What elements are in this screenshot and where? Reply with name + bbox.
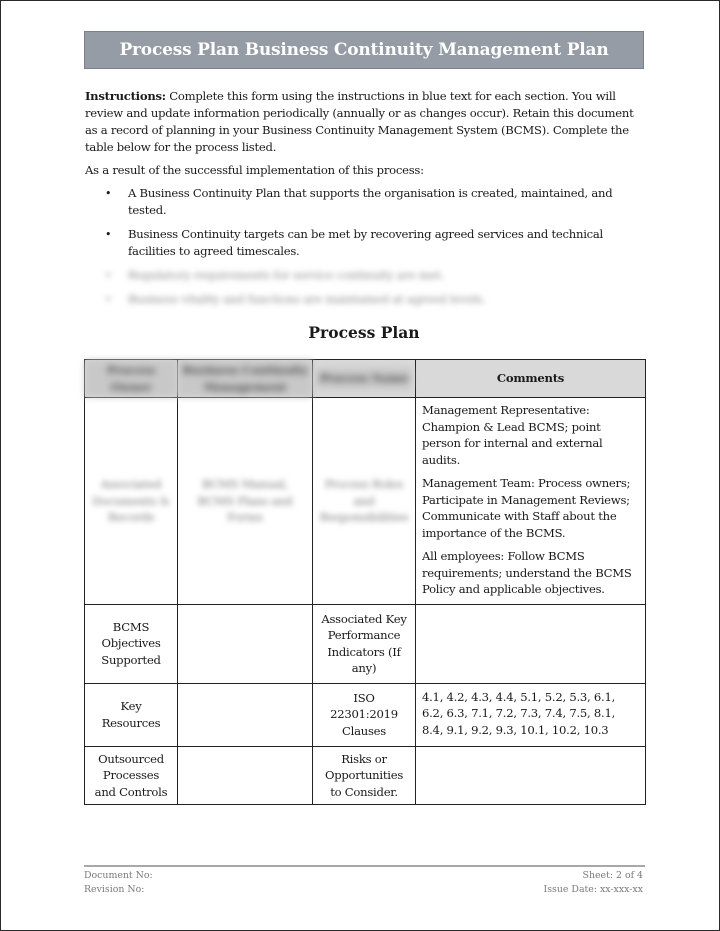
outcome-list bbox=[85, 185, 645, 315]
table-row bbox=[85, 398, 646, 605]
title-banner bbox=[84, 31, 644, 69]
result-intro: As a result of the successful implementation of this process: bbox=[85, 163, 424, 177]
table-cell-empty[interactable] bbox=[178, 746, 313, 805]
table-cell: Risks or Opportunities to Consider. bbox=[313, 746, 416, 805]
outcome-item: • Business Continuity targets can be met by recovering agreed services and technical facilities to agreed timescales. bbox=[105, 227, 604, 258]
instructions-paragraph bbox=[85, 88, 645, 156]
table-cell-empty[interactable] bbox=[178, 683, 313, 746]
footer-divider bbox=[84, 865, 645, 867]
section-title: Process Plan bbox=[308, 323, 420, 342]
comment-paragraph: Management Representative: Champion & Lead BCMS; point person for internal and external audits. bbox=[422, 403, 603, 467]
bullet-icon: • bbox=[105, 228, 112, 241]
outcome-item-blurred: • Business vitality and functions are maintained at agreed levels. bbox=[105, 292, 486, 306]
bullet-icon: • bbox=[105, 269, 112, 282]
table-cell: BCMS Manual, BCMS Plans and Forms bbox=[178, 398, 313, 605]
table-row bbox=[85, 604, 646, 683]
header-cell: Business Continuity Management bbox=[178, 360, 313, 398]
header-cell: Process Owner bbox=[85, 360, 178, 398]
table-cell: Associated Documents & Records bbox=[85, 398, 178, 605]
comments-cell: 4.1, 4.2, 4.3, 4.4, 5.1, 5.2, 5.3, 6.1, 6.2, 6.3, 7.1, 7.2, 7.3, 7.4, 7.5, 8.1, 8.4, 9.1, 9.2, 9.3, 10.1, 10.2, 10.3 bbox=[416, 683, 646, 746]
instructions-text: Complete this form using the instructions in blue text for each section. You will review and update information periodically (annually or as changes occur). Retain this document as a record of planning in your Business Continuity Management System (BCMS). Complete the table below for the process listed. bbox=[85, 89, 634, 154]
table-header-row bbox=[85, 360, 646, 398]
table-cell-empty[interactable] bbox=[178, 604, 313, 683]
revision-number: Revision No: bbox=[84, 883, 145, 895]
outcome-item-blurred: • Regulatory requirements for service continuity are met. bbox=[105, 268, 444, 282]
comments-cell[interactable] bbox=[416, 604, 646, 683]
header-cell: Process Name bbox=[313, 360, 416, 398]
table-row bbox=[85, 683, 646, 746]
document-number: Document No: bbox=[84, 870, 153, 881]
table-cell: Key Resources bbox=[85, 683, 178, 746]
table-cell: Outsourced Processes and Controls bbox=[85, 746, 178, 805]
table-cell: BCMS Objectives Supported bbox=[85, 604, 178, 683]
table-cell: ISO 22301:2019 Clauses bbox=[313, 683, 416, 746]
table-cell: Associated Key Performance Indicators (If any) bbox=[313, 604, 416, 683]
table-cell: Process Roles and Responsibilities bbox=[313, 398, 416, 605]
outcome-item: • A Business Continuity Plan that supports the organisation is created, maintained, and tested. bbox=[105, 186, 613, 217]
sheet-number: Sheet: 2 of 4 bbox=[582, 870, 643, 881]
footer-left bbox=[84, 869, 153, 896]
bullet-icon: • bbox=[105, 293, 112, 306]
comment-paragraph: All employees: Follow BCMS requirements; understand the BCMS Policy and applicable objectives. bbox=[422, 549, 632, 596]
header-cell-comments: Comments bbox=[416, 360, 646, 398]
issue-date: Issue Date: xx-xxx-xx bbox=[543, 883, 643, 895]
bullet-icon: • bbox=[105, 187, 112, 200]
process-plan-table bbox=[84, 359, 646, 805]
instructions-label: Instructions: bbox=[85, 89, 166, 103]
comments-cell bbox=[416, 398, 646, 605]
comments-cell[interactable] bbox=[416, 746, 646, 805]
comment-paragraph: Management Team: Process owners; Participate in Management Reviews; Communicate with Staff about the importance of the BCMS. bbox=[422, 476, 631, 540]
footer-right bbox=[544, 869, 643, 896]
document-title: Process Plan Business Continuity Management Plan bbox=[119, 40, 609, 60]
table-row bbox=[85, 746, 646, 805]
